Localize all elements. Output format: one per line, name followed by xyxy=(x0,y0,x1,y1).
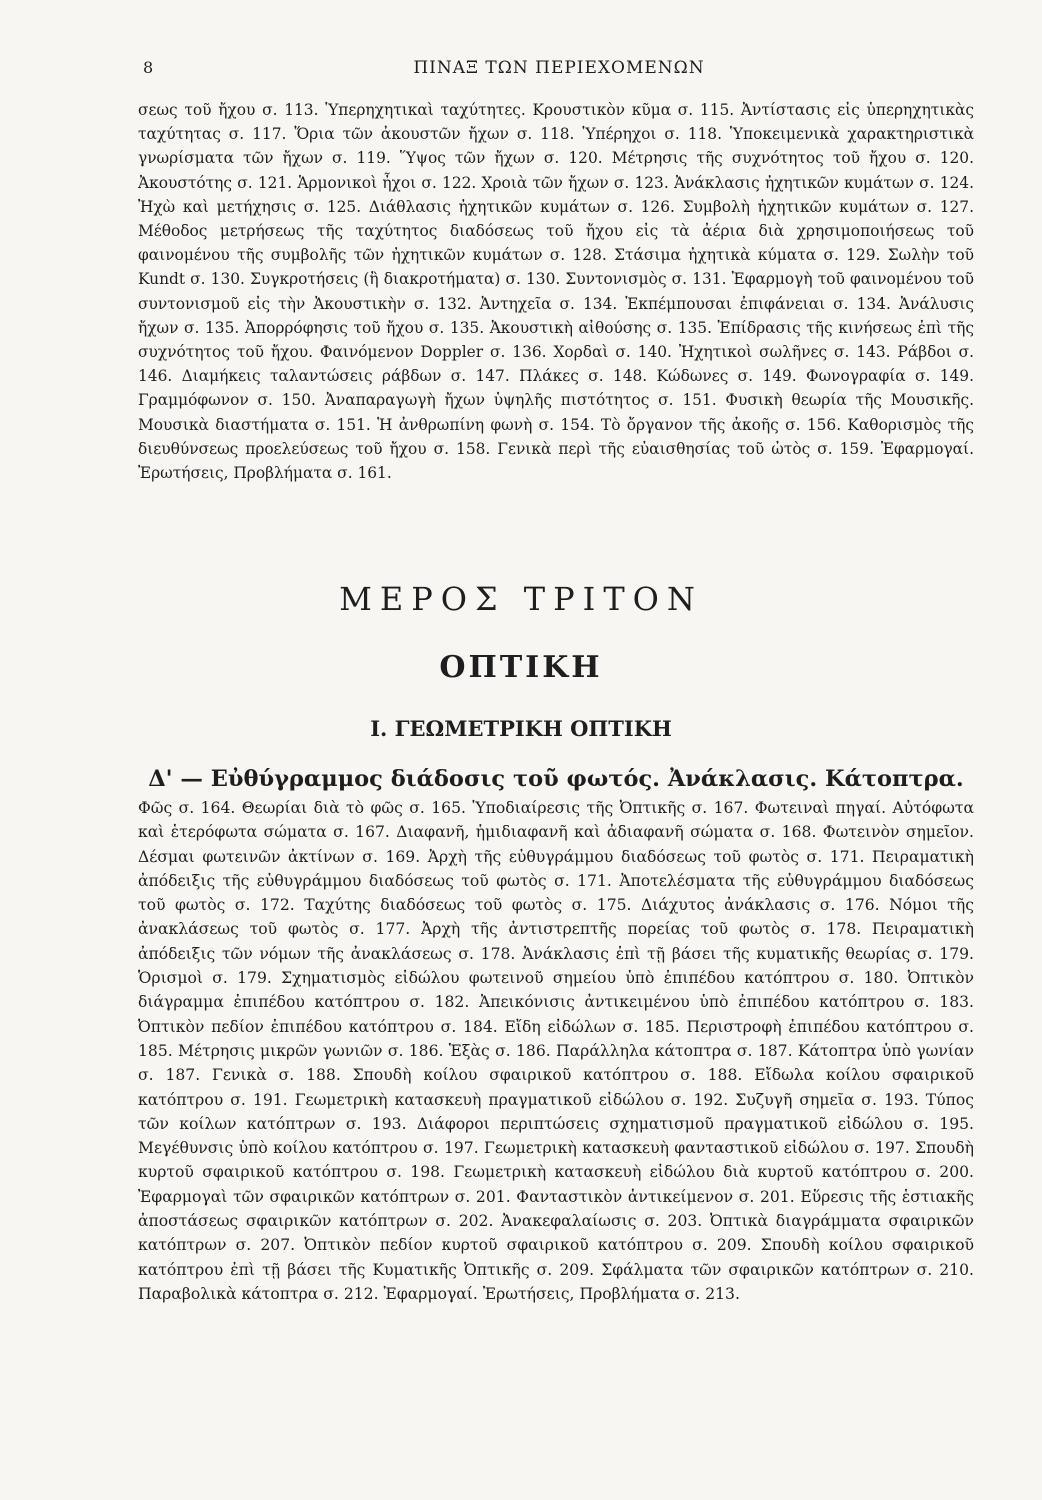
running-head: ΠΙΝΑΞ ΤΩΝ ΠΕΡΙΕΧΟΜΕΝΩΝ xyxy=(413,58,705,78)
part-title: ΜΕΡΟΣ ΤΡΙΤΟΝ xyxy=(339,580,703,618)
section-title: ΟΠΤΙΚΗ xyxy=(439,650,603,685)
chapter-title: Δ' — Εὐθύγραμμος διάδοσις τοῦ φωτός. Ἀνάκλασις. Κάτοπτρα. xyxy=(148,766,964,792)
chapter-contents-paragraph: Φῶς σ. 164. Θεωρίαι διὰ τὸ φῶς σ. 165. Ὑποδιαίρεσις τῆς Ὀπτικῆς σ. 167. Φωτειναὶ πηγαί. Αὐτόφωτα καὶ ἑτερόφωτα σώματα σ. 167. Διαφανῆ, ἡμιδιαφανῆ καὶ ἀδιαφανῆ σώματα σ. 168. Φωτεινὸν σημεῖον. Δέσμαι φωτεινῶν ἀκτίνων σ. 169. Ἀρχὴ τῆς εὐθυγράμμου διαδόσεως τοῦ φωτὸς σ. 171. Πειραματικὴ ἀπόδειξις τῆς εὐθυγράμμου διαδόσεως τοῦ φωτὸς σ. 171. Ἀποτελέσματα τῆς εὐθυγράμμου διαδόσεως τοῦ φωτὸς σ. 172. Ταχύτης διαδόσεως τοῦ φωτὸς σ. 175. Διάχυτος ἀνάκλασις σ. 176. Νόμοι τῆς ἀνακλάσεως τοῦ φωτὸς σ. 177. Ἀρχὴ τῆς ἀντιστρεπτῆς πορείας τοῦ φωτὸς σ. 178. Πειραματικὴ ἀπόδειξις τῶν νόμων τῆς ἀνακλάσεως σ. 178. Ἀνάκλασις ἐπὶ τῇ βάσει τῆς κυματικῆς θεωρίας σ. 179. Ὁρισμοὶ σ. 179. Σχηματισμὸς εἰδώλου φωτεινοῦ σημείου ὑπὸ ἐπιπέδου κατόπτρου σ. 180. Ὀπτικὸν διάγραμμα ἐπιπέδου κατόπτρου σ. 182. Ἀπεικόνισις ἀντικειμένου ὑπὸ ἐπιπέδου κατόπτρου σ. 183. Ὀπτικὸν πεδίον ἐπιπέδου κατόπτρου σ. 184. Εἴδη εἰδώλων σ. 185. Περιστροφὴ ἐπιπέδου κατόπτρου σ. 185. Μέτρησις μικρῶν γωνιῶν σ. 186. Ἑξὰς σ. 186. Παράλληλα κάτοπτρα σ. 187. Κάτοπτρα ὑπὸ γωνίαν σ. 187. Γενικὰ σ. 188. Σπουδὴ κοίλου σφαιρικοῦ κατόπτρου σ. 188. Εἴδωλα κοίλου σφαιρικοῦ κατόπτρου σ. 191. Γεωμετρικὴ κατασκευὴ πραγματικοῦ εἰδώλου σ. 192. Συζυγῆ σημεῖα σ. 193. Τύπος τῶν κοίλων κατόπτρων σ. 193. Διάφοροι περιπτώσεις σχηματισμοῦ πραγματικοῦ εἰδώλου σ. 195. Μεγέθυνσις ὑπὸ κοίλου κατόπτρου σ. 197. Γεωμετρικὴ κατασκευὴ φανταστικοῦ εἰδώλου σ. 197. Σπουδὴ κυρτοῦ σφαιρικοῦ κατόπτρου σ. 198. Γεωμετρικὴ κατασκευὴ εἰδώλου διὰ κυρτοῦ κατόπτρου σ. 200. Ἐφαρμογαὶ τῶν σφαιρικῶν κατόπτρων σ. 201. Φανταστικὸν ἀντικείμενον σ. 201. Εὕρεσις τῆς ἑστιακῆς ἀποστάσεως σφαιρικῶν κατόπτρων σ. 202. Ἀνακεφαλαίωσις σ. 203. Ὀπτικὰ διαγράμματα σφαιρικῶν κατόπτρων σ. 207. Ὀπτικὸν πεδίον κυρτοῦ σφαιρικοῦ κατόπτρου σ. 209. Σπουδὴ κοίλου σφαιρικοῦ κατόπτρου ἐπὶ τῇ βάσει τῆς Κυματικῆς Ὀπτικῆς σ. 209. Σφάλματα τῶν σφαιρικῶν κατόπτρων σ. 210. Παραβολικὰ κάτοπτρα σ. 212. Ἐφαρμογαί. Ἐρωτήσεις, Προβλήματα σ. 213. xyxy=(138,799,974,1303)
page-number: 8 xyxy=(143,58,154,77)
subsection-title: Ι. ΓΕΩΜΕΤΡΙΚΗ ΟΠΤΙΚΗ xyxy=(370,716,672,741)
page-header xyxy=(143,58,975,88)
continued-contents-paragraph: σεως τοῦ ἤχου σ. 113. Ὑπερηχητικαὶ ταχύτητες. Κρουστικὸν κῦμα σ. 115. Ἀντίστασις εἰς ὑπερηχητικὰς ταχύτητας σ. 117. Ὅρια τῶν ἀκουστῶν ἤχων σ. 118. Ὑπέρηχοι σ. 118. Ὑποκειμενικὰ χαρακτηριστικὰ γνωρίσματα τῶν ἤχων σ. 119. Ὕψος τῶν ἤχων σ. 120. Μέτρησις τῆς συχνότητος τοῦ ἤχου σ. 120. Ἀκουστότης σ. 121. Ἁρμονικοὶ ἦχοι σ. 122. Χροιὰ τῶν ἤχων σ. 123. Ἀνάκλασις ἠχητικῶν κυμάτων σ. 124. Ἠχὼ καὶ μετήχησις σ. 125. Διάθλασις ἠχητικῶν κυμάτων σ. 126. Συμβολὴ ἠχητικῶν κυμάτων σ. 127. Μέθοδος μετρήσεως τῆς ταχύτητος διαδόσεως τοῦ ἤχου εἰς τὰ ἀέρια διὰ χρησιμοποιήσεως τοῦ φαινομένου τῆς συμβολῆς τῶν ἠχητικῶν κυμάτων σ. 128. Στάσιμα ἠχητικὰ κύματα σ. 129. Σωλὴν τοῦ Kundt σ. 130. Συγκροτήσεις (ἢ διακροτήματα) σ. 130. Συντονισμὸς σ. 131. Ἐφαρμογὴ τοῦ φαινομένου τοῦ συντονισμοῦ εἰς τὴν Ἀκουστικὴν σ. 132. Ἀντηχεῖα σ. 134. Ἐκπέμπουσαι ἐπιφάνειαι σ. 134. Ἀνάλυσις ἤχων σ. 135. Ἀπορρόφησις τοῦ ἤχου σ. 135. Ἀκουστικὴ αἰθούσης σ. 135. Ἐπίδρασις τῆς κινήσεως ἐπὶ τῆς συχνότητος τοῦ ἤχου. Φαινόμενον Doppler σ. 136. Χορδαὶ σ. 140. Ἠχητικοὶ σωλῆνες σ. 143. Ράβδοι σ. 146. Διαμήκεις ταλαντώσεις ράβδων σ. 147. Πλάκες σ. 148. Κώδωνες σ. 149. Φωνογραφία σ. 149. Γραμμόφωνον σ. 150. Ἀναπαραγωγὴ ἤχων ὑψηλῆς πιστότητος σ. 151. Φυσικὴ θεωρία τῆς Μουσικῆς. Μουσικὰ διαστήματα σ. 151. Ἡ ἀνθρωπίνη φωνὴ σ. 154. Τὸ ὄργανον τῆς ἀκοῆς σ. 156. Καθορισμὸς τῆς διευθύνσεως προελεύσεως τοῦ ἤχου σ. 158. Γενικὰ περὶ τῆς εὐαισθησίας τοῦ ὠτὸς σ. 159. Ἐφαρμογαί. Ἐρωτήσεις, Προβλήματα σ. 161. xyxy=(138,101,974,483)
